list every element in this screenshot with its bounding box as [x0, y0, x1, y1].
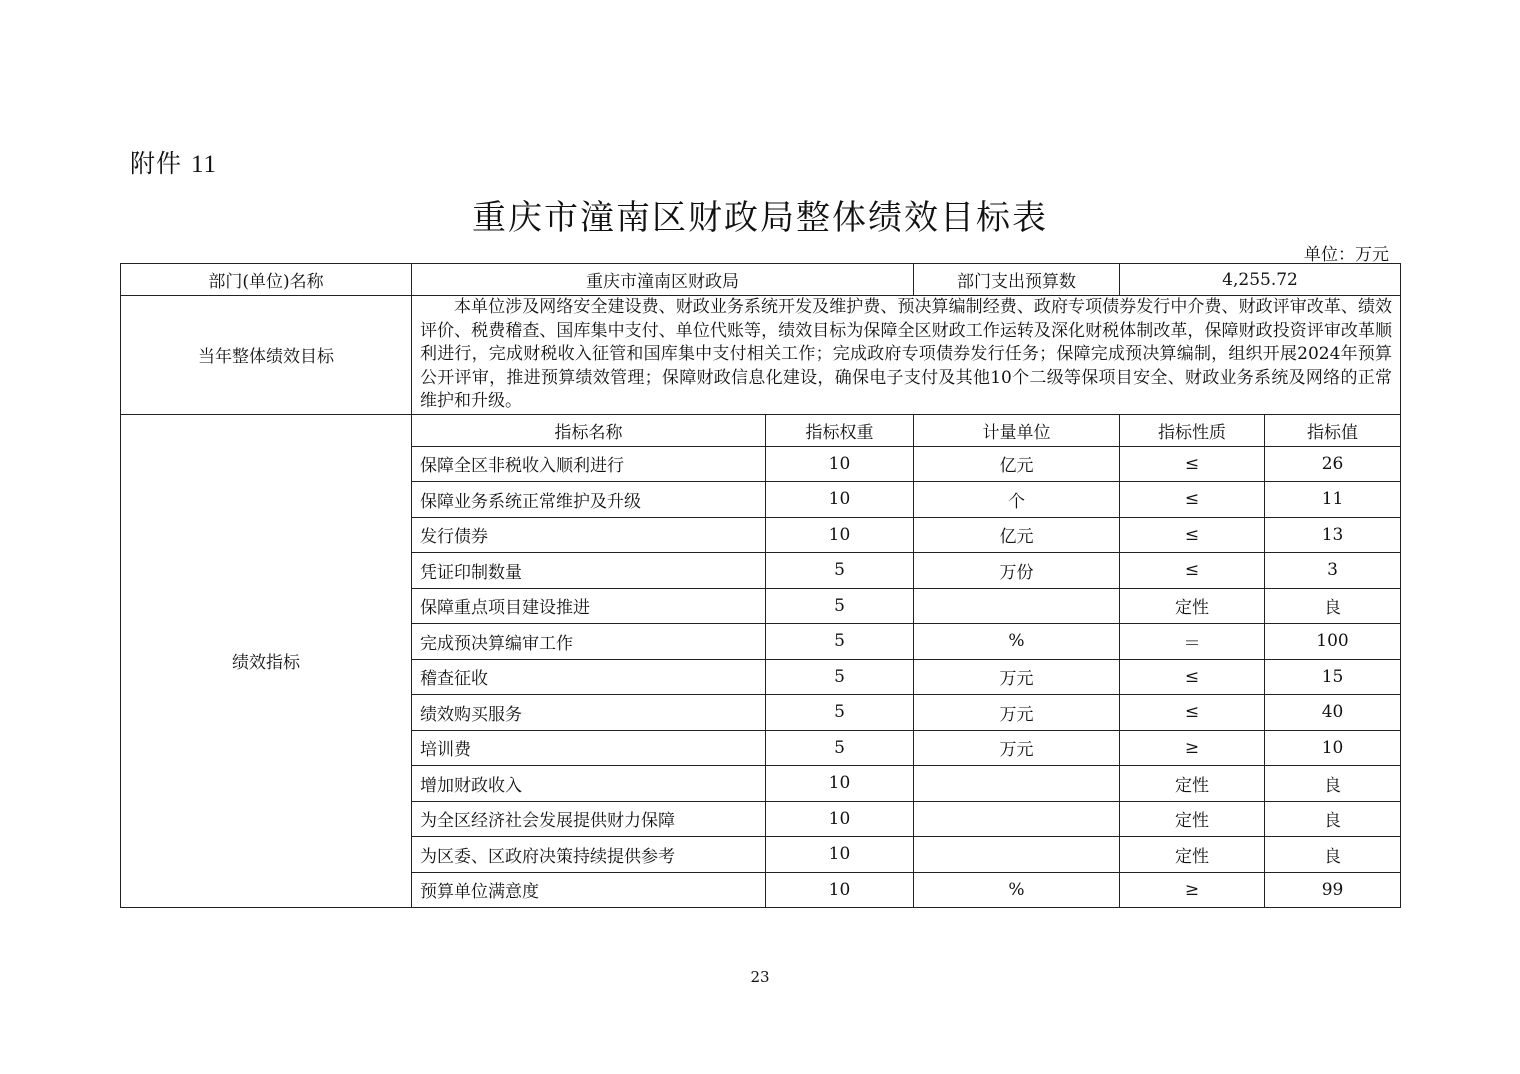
indicator-unit	[914, 588, 1120, 624]
indicator-name: 发行债券	[412, 517, 766, 553]
indicator-name: 培训费	[412, 730, 766, 766]
column-header: 计量单位	[914, 414, 1120, 446]
indicator-unit	[914, 801, 1120, 837]
dept-value: 重庆市潼南区财政局	[412, 264, 914, 296]
indicator-value: 良	[1265, 801, 1401, 837]
indicator-value: 100	[1265, 624, 1401, 660]
indicator-name: 增加财政收入	[412, 766, 766, 802]
indicator-weight: 10	[766, 837, 914, 873]
indicator-section-label: 绩效指标	[121, 414, 412, 908]
indicator-name: 凭证印制数量	[412, 553, 766, 589]
indicator-value: 13	[1265, 517, 1401, 553]
header-row	[121, 264, 1401, 296]
indicator-weight: 10	[766, 766, 914, 802]
dept-label: 部门(单位)名称	[121, 264, 412, 296]
indicator-value: 良	[1265, 588, 1401, 624]
indicator-weight: 10	[766, 872, 914, 908]
goal-label: 当年整体绩效目标	[121, 296, 412, 415]
column-header: 指标值	[1265, 414, 1401, 446]
indicator-unit: 万元	[914, 695, 1120, 731]
indicator-unit: 亿元	[914, 517, 1120, 553]
indicator-unit: 万元	[914, 730, 1120, 766]
indicator-unit: %	[914, 872, 1120, 908]
indicator-nature: ＝	[1120, 624, 1265, 660]
indicator-unit: 个	[914, 482, 1120, 518]
indicator-unit: 万元	[914, 659, 1120, 695]
indicator-name: 保障重点项目建设推进	[412, 588, 766, 624]
indicator-name: 预算单位满意度	[412, 872, 766, 908]
attachment-number: 11	[190, 151, 218, 178]
indicator-nature: ≤	[1120, 553, 1265, 589]
indicator-name: 为全区经济社会发展提供财力保障	[412, 801, 766, 837]
column-header: 指标性质	[1120, 414, 1265, 446]
indicator-weight: 10	[766, 446, 914, 482]
goal-row	[121, 296, 1401, 415]
indicator-weight: 5	[766, 730, 914, 766]
indicator-value: 99	[1265, 872, 1401, 908]
budget-value: 4,255.72	[1120, 264, 1401, 296]
budget-label: 部门支出预算数	[914, 264, 1120, 296]
attachment-label	[130, 144, 217, 180]
unit-note: 单位：万元	[1304, 245, 1389, 265]
indicator-name: 绩效购买服务	[412, 695, 766, 731]
column-header: 指标权重	[766, 414, 914, 446]
indicator-name: 稽查征收	[412, 659, 766, 695]
indicator-unit	[914, 766, 1120, 802]
column-header: 指标名称	[412, 414, 766, 446]
indicator-weight: 5	[766, 588, 914, 624]
attachment-text: 附件	[130, 149, 183, 178]
indicator-value: 良	[1265, 766, 1401, 802]
indicator-value: 良	[1265, 837, 1401, 873]
indicator-weight: 10	[766, 801, 914, 837]
indicator-value: 11	[1265, 482, 1401, 518]
indicator-name: 完成预决算编审工作	[412, 624, 766, 660]
goal-text: 本单位涉及网络安全建设费、财政业务系统开发及维护费、预决算编制经费、政府专项债券发行中介费、财政评审改革、绩效评价、税费稽查、国库集中支付、单位代账等，绩效目标为保障全区财政工作运转及深化财税体制改革，保障财政投资评审改革顺利进行，完成财税收入征管和国库集中支付相关工作；完成政府专项债券发行任务；保障完成预决算编制，组织开展2024年预算公开评审，推进预算绩效管理；保障财政信息化建设，确保电子支付及其他10个二级等保项目安全、财政业务系统及网络的正常维护和升级。	[412, 296, 1401, 415]
indicator-name: 为区委、区政府决策持续提供参考	[412, 837, 766, 873]
indicator-value: 40	[1265, 695, 1401, 731]
indicator-weight: 10	[766, 482, 914, 518]
indicator-nature: ≤	[1120, 659, 1265, 695]
indicator-value: 15	[1265, 659, 1401, 695]
indicator-nature: 定性	[1120, 766, 1265, 802]
indicator-nature: ≥	[1120, 872, 1265, 908]
indicator-unit: 万份	[914, 553, 1120, 589]
indicator-weight: 5	[766, 659, 914, 695]
indicator-unit: %	[914, 624, 1120, 660]
page-title: 重庆市潼南区财政局整体绩效目标表	[472, 198, 1048, 238]
indicator-weight: 10	[766, 517, 914, 553]
performance-table	[120, 263, 1401, 908]
indicator-value: 3	[1265, 553, 1401, 589]
indicator-unit	[914, 837, 1120, 873]
indicator-value: 26	[1265, 446, 1401, 482]
indicator-value: 10	[1265, 730, 1401, 766]
indicator-unit: 亿元	[914, 446, 1120, 482]
indicator-nature: 定性	[1120, 801, 1265, 837]
indicator-weight: 5	[766, 624, 914, 660]
indicator-nature: ≥	[1120, 730, 1265, 766]
indicator-name: 保障业务系统正常维护及升级	[412, 482, 766, 518]
page-number: 23	[750, 968, 770, 986]
indicator-nature: 定性	[1120, 837, 1265, 873]
indicator-nature: ≤	[1120, 695, 1265, 731]
indicator-weight: 5	[766, 695, 914, 731]
indicator-nature: 定性	[1120, 588, 1265, 624]
indicator-nature: ≤	[1120, 482, 1265, 518]
indicator-header-row	[121, 414, 1401, 446]
indicator-weight: 5	[766, 553, 914, 589]
indicator-nature: ≤	[1120, 446, 1265, 482]
indicator-name: 保障全区非税收入顺利进行	[412, 446, 766, 482]
indicator-nature: ≤	[1120, 517, 1265, 553]
